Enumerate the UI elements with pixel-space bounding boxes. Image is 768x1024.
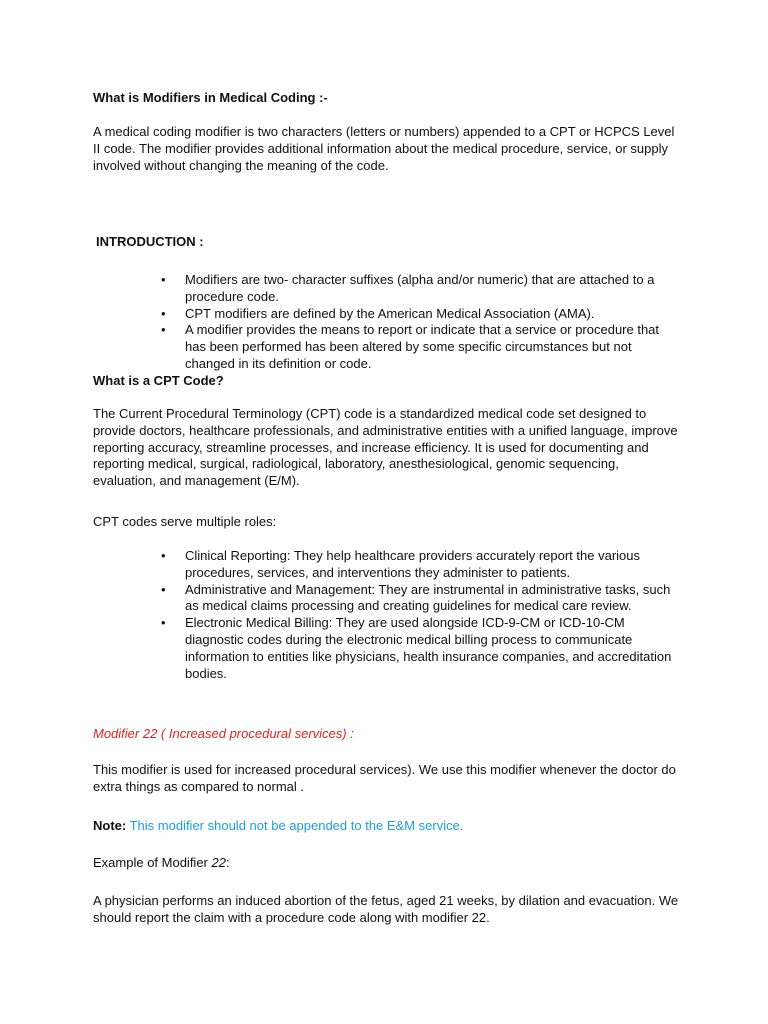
example-label: Example of Modifier [93,855,212,870]
heading-what-is-modifiers: What is Modifiers in Medical Coding :- [93,90,328,105]
example-number: 22 [211,855,226,870]
cpt-roles-intro: CPT codes serve multiple roles: [93,514,277,529]
example-paragraph: A physician performs an induced abortion of the fetus, aged 21 weeks, by dilation and evacuation. We should report the claim with a procedure code along with modifier 22. [93,893,679,925]
modifier-22-heading: Modifier 22 ( Increased procedural services) : [93,726,354,741]
example-colon: : [225,855,230,870]
modifier-22-paragraph: This modifier is used for increased procedural services). We use this modifier whenever the doctor do extra things as compared to normal . [93,762,676,794]
note-line [93,818,683,835]
introduction-heading: INTRODUCTION : [96,234,204,249]
note-label: Note: [93,818,127,833]
intro-paragraph: A medical coding modifier is two characters (letters or numbers) appended to a CPT or HCPCS Level II code. The modifier provides additional information about the medical procedure, service, or supply involved without changing the meaning of the code. [93,124,675,173]
cpt-roles-bullet-list [93,548,683,682]
list-item: • Clinical Reporting: They help healthcare providers accurately report the various procedures, services, and interventions they administer to patients. [93,548,683,582]
introduction-bullet-list [93,272,683,373]
heading-what-is-cpt-code: What is a CPT Code? [93,373,224,388]
list-item: • CPT modifiers are defined by the American Medical Association (AMA). [93,306,683,323]
example-heading [93,855,683,872]
list-item: • Modifiers are two- character suffixes (alpha and/or numeric) that are attached to a procedure code. [93,272,683,306]
list-item: • Administrative and Management: They are instrumental in administrative tasks, such as medical claims processing and creating guidelines for medical care review. [93,582,683,616]
list-item: • Electronic Medical Billing: They are used alongside ICD-9-CM or ICD-10-CM diagnostic codes during the electronic medical billing process to communicate information to entities like physicians, health insurance companies, and accreditation bodies. [93,615,683,682]
note-text: This modifier should not be appended to the E&M service. [126,818,464,833]
list-item: • A modifier provides the means to report or indicate that a service or procedure that has been performed has been altered by some specific circumstances but not changed in its definition or code. [93,322,683,372]
cpt-paragraph: The Current Procedural Terminology (CPT) code is a standardized medical code set designed to provide doctors, healthcare professionals, and administrative entities with a unified language, improve reporting accuracy, streamline processes, and increase efficiency. It is used for documenting and reporting medical, surgical, radiological, laboratory, anesthesiological, genomic sequencing, evaluation, and management (E/M). [93,406,678,489]
